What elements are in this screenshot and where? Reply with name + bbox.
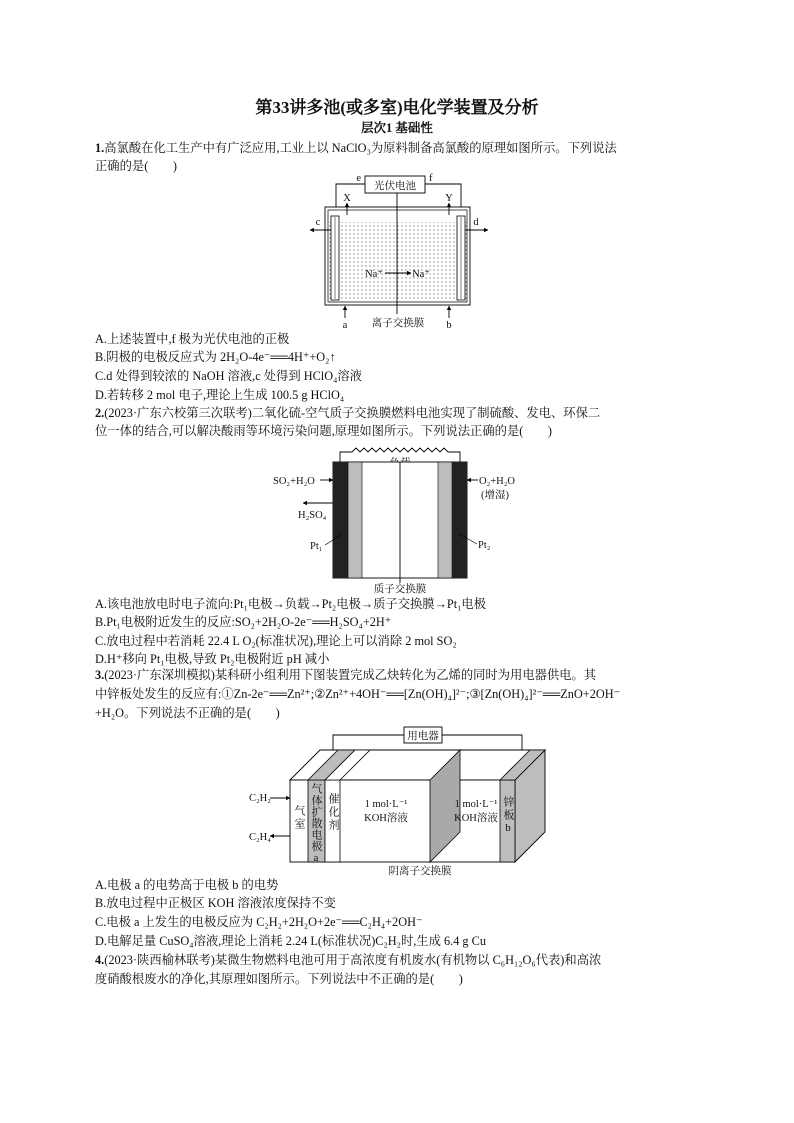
right-diffusion-layer: [438, 462, 452, 578]
question-1-line-2: 正确的是( ): [95, 159, 177, 173]
page-title: 第33讲多池(或多室)电化学装置及分析: [255, 98, 539, 117]
question-1-text: 高氯酸在化工生产中有广泛应用,工业上以 NaClO₃为原料制备高氯酸的原理如图所示。下列说法: [104, 141, 617, 155]
right-wire: [448, 452, 460, 462]
inlet-a-label: a: [342, 320, 348, 331]
question-3-option-a: A.电极 a 的电势高于电极 b 的电势: [95, 878, 279, 892]
figure-2-fuel-cell: [265, 440, 530, 595]
question-3-number: 3.: [95, 668, 105, 682]
question-4-number: 4.: [95, 953, 105, 967]
acetylene-inlet-label: C₂H₂: [249, 793, 271, 804]
photovoltaic-cell-label: 光伏电池: [374, 181, 416, 192]
left-diffusion-layer: [348, 462, 362, 578]
right-solution-label: KOH溶液: [454, 813, 498, 824]
left-wire: [340, 452, 352, 462]
question-1-line-1: [95, 139, 617, 157]
right-inlet-note: (增湿): [481, 490, 509, 501]
terminal-f-label: f: [429, 173, 433, 184]
load-resistor: [352, 448, 448, 452]
catalyst-label: 催化剂: [327, 793, 339, 832]
pt2-electrode: [452, 462, 467, 578]
pt1-label: Pt₁: [310, 541, 323, 552]
question-4-line-1: [95, 951, 601, 969]
membrane-label: 质子交换膜: [373, 584, 427, 595]
question-3-line-3: +H₂O。下列说法不正确的是( ): [95, 706, 280, 720]
question-2-line-1: [95, 404, 600, 422]
zinc-plate-label: 锌板b: [502, 796, 514, 836]
question-4-text: (2023·陕西榆林联考)某微生物燃料电池可用于高浓度有机废水(有机物以 C₆H₁₂O₆代表)和高浓: [104, 953, 602, 967]
question-2-option-a: A.该电池放电时电子流向:Pt₁电极→负载→Pt₂电极→质子交换膜→Pt₁电极: [95, 597, 487, 611]
question-3-option-c: C.电极 a 上发生的电极反应为 C₂H₂+2H₂O+2e⁻══C₂H₄+2OH⁻: [95, 915, 423, 929]
ethylene-outlet-label: C₂H₄: [249, 832, 271, 843]
left-outlet-label: H₂SO₄: [298, 510, 327, 521]
device-label: 用电器: [407, 731, 439, 742]
cell-solution: [328, 222, 467, 302]
question-2-line-2: 位一体的结合,可以解决酸雨等环境污染问题,原理如图所示。下列说法正确的是( ): [95, 424, 553, 438]
question-2-option-b: B.Pt₁电极附近发生的反应:SO₂+2H₂O-2e⁻══H₂SO₄+2H⁺: [95, 615, 392, 629]
sodium-ion-left-label: Na⁺: [365, 269, 383, 280]
gas-diffusion-electrode-label: 气体扩散电极a: [310, 783, 322, 865]
terminal-e-label: e: [356, 173, 361, 184]
left-concentration-label: 1 mol·L⁻¹: [364, 799, 408, 810]
pt2-label: Pt₂: [478, 540, 491, 551]
question-3-line-2: 中锌板处发生的反应有:①Zn-2e⁻══Zn²⁺;②Zn²⁺+4OH⁻══[Zn(OH)₄]²⁻;③[Zn(OH)₄]²⁻══ZnO+2OH⁻: [95, 687, 621, 701]
outlet-d-label: d: [473, 217, 479, 228]
question-3-option-d: D.电解足量 CuSO₄溶液,理论上消耗 2.24 L(标准状况)C₂H₂时,生成 6.4 g Cu: [95, 934, 486, 948]
question-3-line-1: [95, 666, 596, 684]
question-1-option-a: A.上述装置中,f 极为光伏电池的正极: [95, 332, 290, 346]
question-2-number: 2.: [95, 406, 105, 420]
outlet-c-label: c: [315, 217, 321, 228]
outlet-x-label: X: [343, 193, 351, 204]
question-1-number: 1.: [95, 141, 105, 155]
left-inlet-label: SO₂+H₂O: [273, 476, 315, 487]
left-solution-label: KOH溶液: [364, 813, 408, 824]
membrane-label: 阴离子交换膜: [388, 866, 452, 877]
outlet-y-label: Y: [445, 193, 453, 204]
question-4-line-2: 度硝酸根废水的净化,其原理如图所示。下列说法中不正确的是( ): [95, 972, 463, 986]
question-2-option-d: D.H⁺移向 Pt₁电极,导致 Pt₂电极附近 pH 减小: [95, 652, 330, 666]
membrane-label: 离子交换膜: [371, 318, 425, 329]
gas-chamber-label: 气室: [293, 805, 305, 831]
question-3-text: (2023·广东深圳模拟)某科研小组利用下图装置完成乙炔转化为乙烯的同时为用电器供电。其: [104, 668, 597, 682]
section-heading: 层次1 基础性: [361, 121, 433, 135]
question-1-option-d: D.若转移 2 mol 电子,理论上生成 100.5 g HClO₄: [95, 388, 345, 402]
question-1-option-c: C.d 处得到较浓的 NaOH 溶液,c 处得到 HClO₄溶液: [95, 369, 362, 383]
question-2-option-c: C.放电过程中若消耗 22.4 L O₂(标准状况),理论上可以消除 2 mol SO₂: [95, 634, 457, 648]
pt1-electrode: [333, 462, 348, 578]
right-inlet-label: O₂+H₂O: [479, 476, 515, 487]
figure-1-electrolysis-cell: [300, 168, 495, 333]
question-3-option-b: B.放电过程中正极区 KOH 溶液浓度保持不变: [95, 896, 336, 910]
question-2-text: (2023·广东六校第三次联考)二氧化硫-空气质子交换膜燃料电池实现了制硫酸、发电、环保二: [104, 406, 601, 420]
inlet-b-label: b: [446, 320, 452, 331]
sodium-ion-right-label: Na⁺: [412, 269, 430, 280]
question-1-option-b: B.阴极的电极反应式为 2H₂O-4e⁻══4H⁺+O₂↑: [95, 350, 336, 364]
right-concentration-label: 1 mol·L⁻¹: [454, 799, 498, 810]
